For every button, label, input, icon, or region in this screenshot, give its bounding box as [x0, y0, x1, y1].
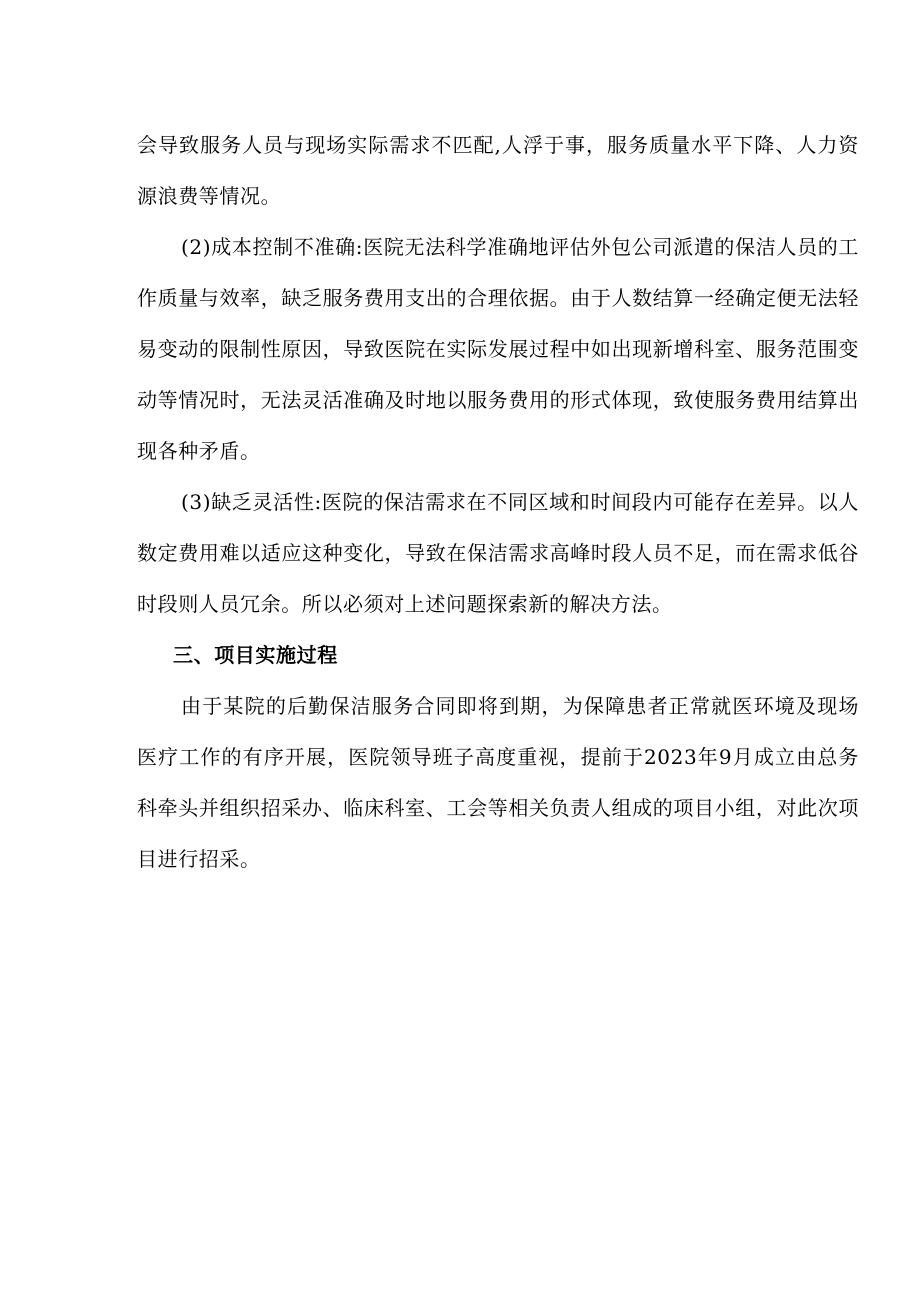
document-body	[137, 120, 859, 885]
paragraph-flexibility: (3)缺乏灵活性:医院的保洁需求在不同区域和时间段内可能存在差异。以人数定费用难以适应这种变化，导致在保洁需求高峰时段人员不足，而在需求低谷时段则人员冗余。所以必须对上述问题探索新的解决方法。	[137, 490, 859, 616]
section-heading: 三、项目实施过程	[173, 643, 338, 667]
paragraph-continuation: 会导致服务人员与现场实际需求不匹配,人浮于事，服务质量水平下降、人力资源浪费等情况。	[137, 133, 859, 208]
paragraph-cost-control: (2)成本控制不准确:医院无法科学准确地评估外包公司派遣的保洁人员的工作质量与效率，缺乏服务费用支出的合理依据。由于人数结算一经确定便无法轻易变动的限制性原因，导致医院在实际发展过程中如出现新增科室、服务范围变动等情况时，无法灵活准确及时地以服务费用的形式体现，致使服务费用结算出现各种矛盾。	[137, 235, 859, 463]
paragraph-implementation: 由于某院的后勤保洁服务合同即将到期，为保障患者正常就医环境及现场医疗工作的有序开展，医院领导班子高度重视，提前于2023年9月成立由总务科牵头并组织招采办、临床科室、工会等相关负责人组成的项目小组，对此次项目进行招采。	[137, 694, 859, 871]
